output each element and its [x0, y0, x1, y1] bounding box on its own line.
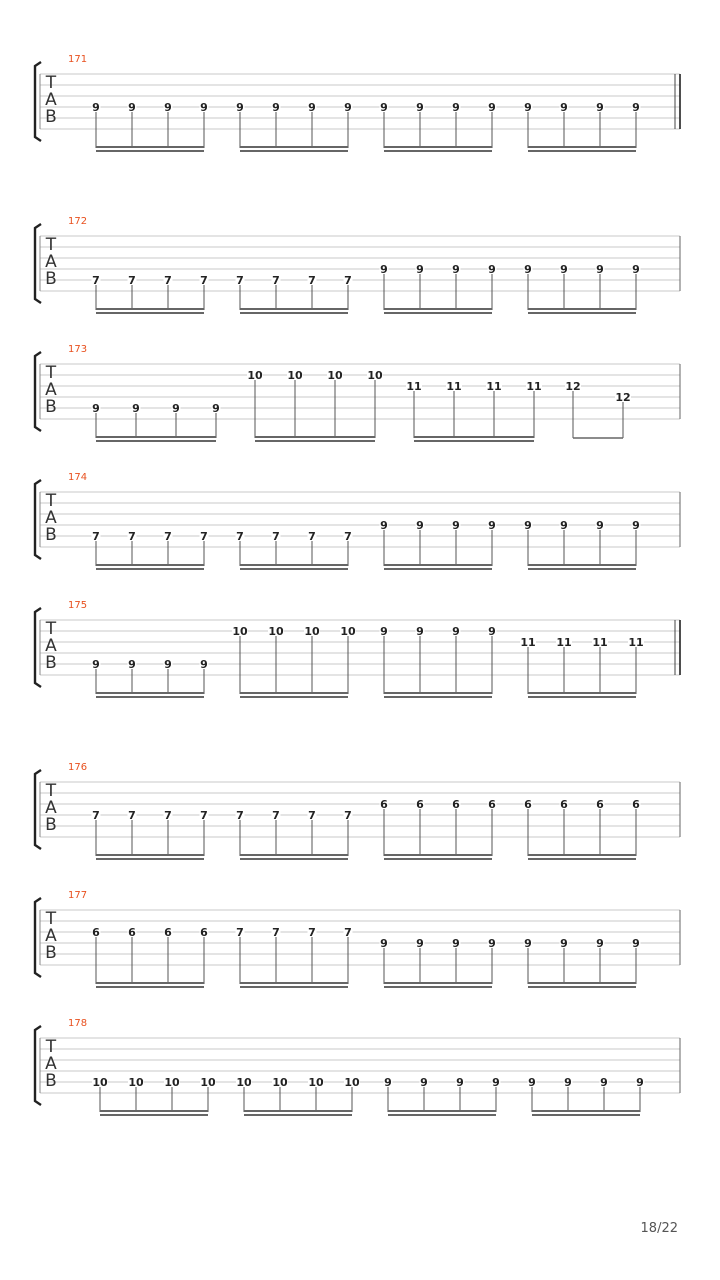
- fret-number: 9: [380, 937, 388, 950]
- fret-number: 9: [416, 263, 424, 276]
- fret-number: 9: [564, 1076, 572, 1089]
- fret-number: 9: [452, 101, 460, 114]
- fret-number: 9: [560, 519, 568, 532]
- tab-clef-letter-a: A: [45, 508, 57, 528]
- fret-number: 9: [452, 519, 460, 532]
- fret-number: 9: [172, 402, 180, 415]
- tab-clef-letter-a: A: [45, 90, 57, 110]
- fret-number: 9: [636, 1076, 644, 1089]
- fret-number: 9: [164, 101, 172, 114]
- fret-number: 7: [272, 274, 280, 287]
- fret-number: 6: [596, 798, 604, 811]
- fret-number: 9: [236, 101, 244, 114]
- fret-number: 10: [247, 369, 263, 382]
- tab-clef-letter-b: B: [45, 397, 57, 417]
- fret-number: 6: [524, 798, 532, 811]
- fret-number: 9: [524, 519, 532, 532]
- fret-number: 9: [632, 519, 640, 532]
- fret-number: 9: [452, 937, 460, 950]
- fret-number: 9: [452, 263, 460, 276]
- tab-clef-letter-a: A: [45, 252, 57, 272]
- fret-number: 9: [416, 519, 424, 532]
- tab-clef-letter-b: B: [45, 525, 57, 545]
- fret-number: 9: [128, 101, 136, 114]
- fret-number: 7: [344, 926, 352, 939]
- fret-number: 12: [565, 380, 581, 393]
- tab-clef-letter-b: B: [45, 653, 57, 673]
- fret-number: 7: [200, 274, 208, 287]
- fret-number: 9: [600, 1076, 608, 1089]
- fret-number: 7: [308, 809, 316, 822]
- fret-number: 12: [615, 391, 631, 404]
- fret-number: 6: [380, 798, 388, 811]
- measure-number: 173: [68, 344, 88, 355]
- fret-number: 9: [596, 101, 604, 114]
- fret-number: 9: [452, 625, 460, 638]
- fret-number: 9: [92, 101, 100, 114]
- fret-number: 11: [556, 636, 572, 649]
- tab-clef-letter-t: T: [45, 491, 57, 511]
- fret-number: 9: [524, 263, 532, 276]
- fret-number: 9: [560, 263, 568, 276]
- tab-clef-letter-b: B: [45, 269, 57, 289]
- fret-number: 7: [236, 809, 244, 822]
- fret-number: 9: [416, 625, 424, 638]
- fret-number: 9: [384, 1076, 392, 1089]
- fret-number: 9: [200, 658, 208, 671]
- fret-number: 7: [128, 530, 136, 543]
- fret-number: 7: [272, 926, 280, 939]
- fret-number: 10: [236, 1076, 252, 1089]
- measure-number: 176: [68, 762, 88, 773]
- fret-number: 11: [486, 380, 502, 393]
- fret-number: 9: [416, 101, 424, 114]
- fret-number: 9: [420, 1076, 428, 1089]
- fret-number: 10: [327, 369, 343, 382]
- tab-clef-letter-a: A: [45, 636, 57, 656]
- fret-number: 10: [344, 1076, 360, 1089]
- fret-number: 9: [632, 101, 640, 114]
- tab-clef-letter-b: B: [45, 815, 57, 835]
- fret-number: 9: [164, 658, 172, 671]
- fret-number: 6: [632, 798, 640, 811]
- tab-clef-letter-t: T: [45, 235, 57, 255]
- fret-number: 10: [200, 1076, 216, 1089]
- measure-number: 172: [68, 216, 88, 227]
- fret-number: 9: [416, 937, 424, 950]
- fret-number: 7: [344, 274, 352, 287]
- tab-clef-letter-a: A: [45, 1054, 57, 1074]
- fret-number: 9: [488, 101, 496, 114]
- fret-number: 9: [380, 625, 388, 638]
- fret-number: 9: [560, 101, 568, 114]
- fret-number: 9: [488, 937, 496, 950]
- fret-number: 9: [380, 101, 388, 114]
- fret-number: 11: [592, 636, 608, 649]
- fret-number: 9: [632, 937, 640, 950]
- measure-number: 178: [68, 1018, 88, 1029]
- tab-clef-letter-t: T: [45, 1037, 57, 1057]
- fret-number: 11: [520, 636, 536, 649]
- fret-number: 9: [128, 658, 136, 671]
- fret-number: 7: [236, 926, 244, 939]
- fret-number: 7: [92, 274, 100, 287]
- fret-number: 11: [406, 380, 422, 393]
- tab-clef-letter-t: T: [45, 619, 57, 639]
- fret-number: 10: [287, 369, 303, 382]
- fret-number: 7: [128, 274, 136, 287]
- fret-number: 10: [367, 369, 383, 382]
- fret-number: 7: [128, 809, 136, 822]
- fret-number: 9: [92, 658, 100, 671]
- fret-number: 9: [596, 937, 604, 950]
- fret-number: 9: [308, 101, 316, 114]
- fret-number: 10: [164, 1076, 180, 1089]
- fret-number: 9: [488, 263, 496, 276]
- tab-clef-letter-b: B: [45, 107, 57, 127]
- fret-number: 9: [528, 1076, 536, 1089]
- fret-number: 9: [200, 101, 208, 114]
- fret-number: 6: [128, 926, 136, 939]
- fret-number: 6: [164, 926, 172, 939]
- fret-number: 9: [212, 402, 220, 415]
- measure-number: 174: [68, 472, 88, 483]
- fret-number: 7: [164, 530, 172, 543]
- fret-number: 9: [344, 101, 352, 114]
- fret-number: 9: [488, 625, 496, 638]
- fret-number: 7: [308, 926, 316, 939]
- tab-clef-letter-a: A: [45, 380, 57, 400]
- measure-number: 171: [68, 54, 88, 65]
- fret-number: 10: [92, 1076, 108, 1089]
- fret-number: 7: [92, 809, 100, 822]
- fret-number: 11: [628, 636, 644, 649]
- tab-clef-letter-a: A: [45, 926, 57, 946]
- tab-clef-letter-t: T: [45, 909, 57, 929]
- fret-number: 9: [524, 101, 532, 114]
- tab-clef-letter-a: A: [45, 798, 57, 818]
- fret-number: 9: [560, 937, 568, 950]
- fret-number: 10: [232, 625, 248, 638]
- fret-number: 9: [488, 519, 496, 532]
- fret-number: 6: [560, 798, 568, 811]
- tab-clef-letter-b: B: [45, 1071, 57, 1091]
- fret-number: 10: [268, 625, 284, 638]
- fret-number: 9: [92, 402, 100, 415]
- fret-number: 6: [200, 926, 208, 939]
- fret-number: 10: [272, 1076, 288, 1089]
- tab-clef-letter-t: T: [45, 73, 57, 93]
- fret-number: 7: [236, 530, 244, 543]
- fret-number: 11: [446, 380, 462, 393]
- fret-number: 9: [632, 263, 640, 276]
- page-number: 18/22: [640, 1221, 678, 1236]
- fret-number: 6: [416, 798, 424, 811]
- fret-number: 6: [92, 926, 100, 939]
- fret-number: 7: [92, 530, 100, 543]
- fret-number: 10: [340, 625, 356, 638]
- fret-number: 7: [272, 530, 280, 543]
- fret-number: 9: [380, 263, 388, 276]
- measure-number: 177: [68, 890, 88, 901]
- fret-number: 10: [304, 625, 320, 638]
- tab-clef-letter-t: T: [45, 781, 57, 801]
- fret-number: 7: [200, 530, 208, 543]
- fret-number: 7: [236, 274, 244, 287]
- fret-number: 9: [524, 937, 532, 950]
- fret-number: 9: [492, 1076, 500, 1089]
- fret-number: 9: [272, 101, 280, 114]
- fret-number: 7: [200, 809, 208, 822]
- tab-clef-letter-t: T: [45, 363, 57, 383]
- fret-number: 9: [596, 263, 604, 276]
- fret-number: 7: [344, 530, 352, 543]
- fret-number: 7: [344, 809, 352, 822]
- fret-number: 7: [308, 530, 316, 543]
- fret-number: 10: [128, 1076, 144, 1089]
- fret-number: 7: [308, 274, 316, 287]
- fret-number: 11: [526, 380, 542, 393]
- fret-number: 10: [308, 1076, 324, 1089]
- fret-number: 7: [272, 809, 280, 822]
- fret-number: 9: [596, 519, 604, 532]
- fret-number: 6: [452, 798, 460, 811]
- fret-number: 6: [488, 798, 496, 811]
- fret-number: 7: [164, 809, 172, 822]
- measure-number: 175: [68, 600, 88, 611]
- fret-number: 7: [164, 274, 172, 287]
- fret-number: 9: [456, 1076, 464, 1089]
- tab-clef-letter-b: B: [45, 943, 57, 963]
- fret-number: 9: [380, 519, 388, 532]
- fret-number: 9: [132, 402, 140, 415]
